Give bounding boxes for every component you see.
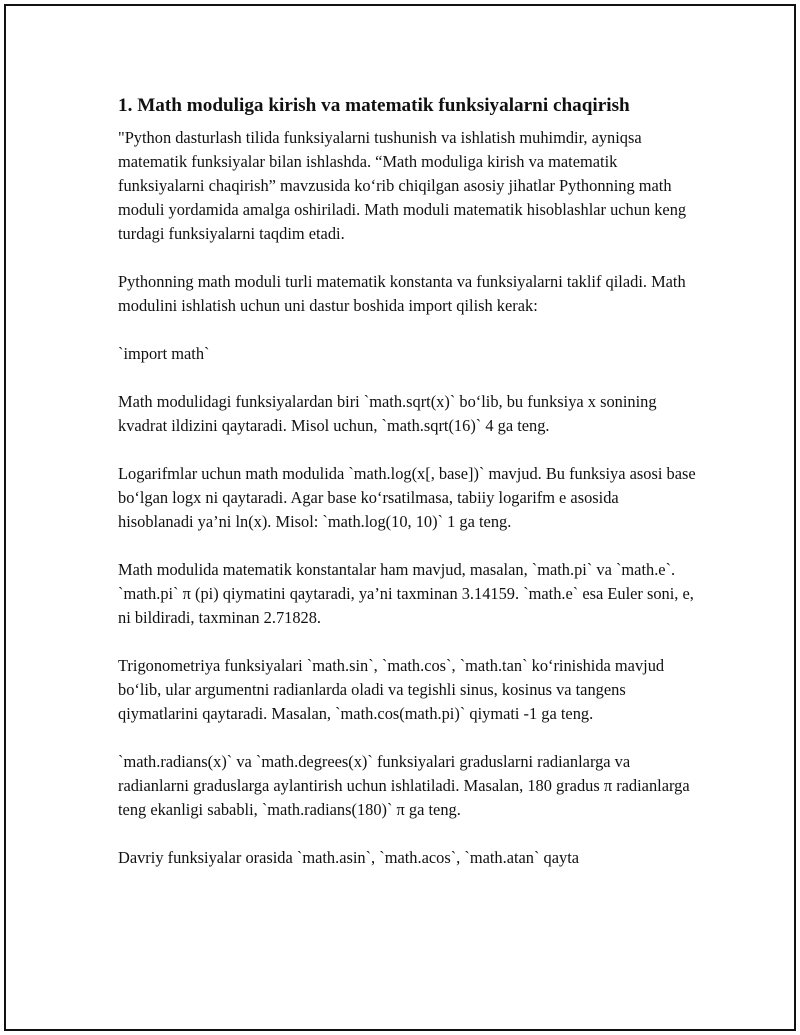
paragraph-intro: "Python dasturlash tilida funksiyalarni tushunish va ishlatish muhimdir, ayniqsa matematik funksiyalar bilan ishlashda. “Math moduliga kirish va matematik funksiyalarni chaqirish” mavzusida ko‘rib chiqilgan asosiy jihatlar Pythonning math moduli yordamida amalga oshiriladi. Math moduli matematik hisoblashlar uchun keng turdagi funksiyalarni taqdim etadi. xyxy=(118,128,687,243)
paragraph-log: Logarifmlar uchun math modulida `math.log(x[, base])` mavjud. Bu funksiya asosi base bo‘lgan logx ni qaytaradi. Agar base ko‘rsatilmasa, tabiiy logarifm e asosida hisoblanadi ya’ni ln(x). Misol: `math.log(10, 10)` 1 ga teng. xyxy=(118,464,696,531)
paragraph-inverse-trig: Davriy funksiyalar orasida `math.asin`, `math.acos`, `math.atan` qayta xyxy=(118,848,580,867)
paragraph-import-info: Pythonning math moduli turli matematik konstanta va funksiyalarni taklif qiladi. Math modulini ishlatish uchun uni dastur boshida import qilish kerak: xyxy=(118,272,686,315)
paragraph-radians-degrees: `math.radians(x)` va `math.degrees(x)` funksiyalari graduslarni radianlarga va radianlarni graduslarga aylantirish uchun ishlatiladi. Masalan, 180 gradus π radianlarga teng ekanligi sababli, `math.radians(180)` π ga teng. xyxy=(118,752,690,819)
paragraph-trigonometry: Trigonometriya funksiyalari `math.sin`, `math.cos`, `math.tan` ko‘rinishida mavjud bo‘lib, ular argumentni radianlarda oladi va tegishli sinus, kosinus va tangens qiymatlarini qaytaradi. Masalan, `math.cos(math.pi)` qiymati -1 ga teng. xyxy=(118,656,665,723)
document-body xyxy=(118,92,698,894)
paragraph-constants: Math modulida matematik konstantalar ham mavjud, masalan, `math.pi` va `math.e`. `math.pi` π (pi) qiymatini qaytaradi, ya’ni taxminan 3.14159. `math.e` esa Euler soni, e, ni bildiradi, taxminan 2.71828. xyxy=(118,560,694,627)
paragraph-sqrt: Math modulidagi funksiyalardan biri `math.sqrt(x)` bo‘lib, bu funksiya x sonining kvadrat ildizini qaytaradi. Misol uchun, `math.sqrt(16)` 4 ga teng. xyxy=(118,392,657,435)
section-heading: 1. Math moduliga kirish va matematik funksiyalarni chaqirish xyxy=(118,95,630,116)
paragraph-import-code: `import math` xyxy=(118,344,210,363)
